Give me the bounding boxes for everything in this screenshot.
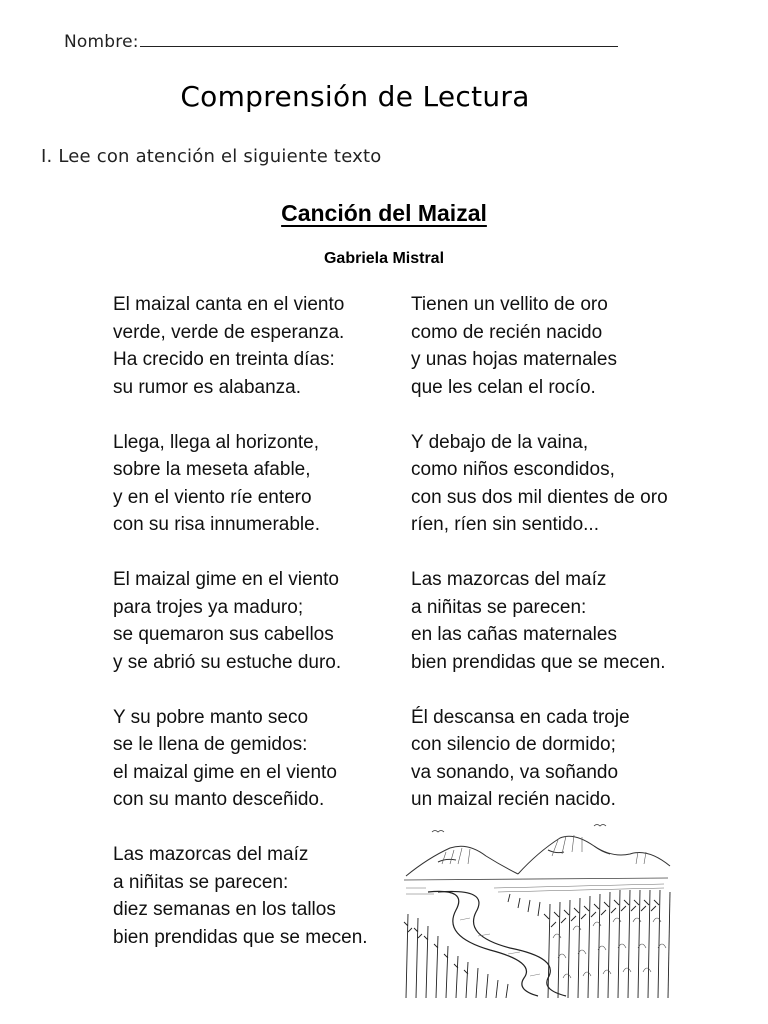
poem-line: para trojes ya maduro; (113, 596, 304, 618)
name-blank-line (140, 30, 618, 47)
poem-stanza (113, 429, 403, 539)
poem-line: a niñitas se parecen: (411, 596, 587, 618)
poem-line: su rumor es alabanza. (113, 376, 301, 398)
poem-line: verde, verde de esperanza. (113, 321, 345, 343)
poem-line: Tienen un vellito de oro (411, 294, 608, 315)
poem-line: como de recién nacido (411, 321, 603, 343)
cornfield-landscape-icon (398, 818, 674, 998)
poem-line: el maizal gime en el viento (113, 761, 337, 783)
poem-line: Ha crecido en treinta días: (113, 349, 335, 370)
poem-line: con su manto desceñido. (113, 789, 325, 810)
poem-stanza (113, 291, 403, 401)
instruction-text: I. Lee con atención el siguiente texto (41, 146, 382, 167)
poem-line: con su risa innumerable. (113, 514, 320, 535)
poem-line: bien prendidas que se mecen. (411, 651, 666, 673)
poem-line: un maizal recién nacido. (411, 789, 616, 810)
poem-line: El maizal gime en el viento (113, 569, 339, 590)
poem-stanza (411, 291, 711, 401)
poem-title: Canción del Maizal (281, 200, 487, 226)
poem-stanza (113, 566, 403, 676)
poem-stanza (113, 841, 403, 951)
poem-line: Las mazorcas del maíz (411, 569, 607, 590)
poem-column-right (411, 291, 711, 841)
poem-line: se quemaron sus cabellos (113, 624, 334, 645)
poem-line: sobre la meseta afable, (113, 459, 311, 480)
poem-line: con silencio de dormido; (411, 734, 616, 755)
poem-line: en las cañas maternales (411, 624, 617, 645)
poem-stanza (113, 704, 403, 814)
poem-stanza (411, 429, 711, 539)
poem-line: Él descansa en cada troje (411, 706, 630, 728)
poem-line: Y debajo de la vaina, (411, 431, 589, 453)
poem-line: como niños escondidos, (411, 459, 615, 480)
poem-line: bien prendidas que se mecen. (113, 926, 368, 948)
poem-line: Y su pobre manto seco (113, 706, 309, 728)
worksheet-title: Comprensión de Lectura (180, 80, 530, 113)
poem-line: y se abrió su estuche duro. (113, 651, 342, 673)
poem-author: Gabriela Mistral (323, 250, 445, 267)
poem-line: a niñitas se parecen: (113, 871, 289, 893)
poem-line: se le llena de gemidos: (113, 734, 308, 755)
poem-line: El maizal canta en el viento (113, 294, 345, 315)
name-label: Nombre: (64, 32, 139, 52)
poem-stanza (411, 704, 711, 814)
poem-line: va sonando, va soñando (411, 761, 619, 783)
poem-column-left (113, 291, 403, 979)
poem-line: Las mazorcas del maíz (113, 844, 309, 865)
poem-stanza (411, 566, 711, 676)
name-field (64, 30, 618, 52)
poem-line: diez semanas en los tallos (113, 899, 336, 920)
poem-line: ríen, ríen sin sentido... (411, 514, 599, 535)
poem-line: Llega, llega al horizonte, (113, 431, 319, 453)
poem-line: y unas hojas maternales (411, 349, 617, 370)
poem-line: con sus dos mil dientes de oro (411, 486, 668, 508)
poem-line: que les celan el rocío. (411, 376, 596, 398)
poem-line: y en el viento ríe entero (113, 486, 312, 508)
